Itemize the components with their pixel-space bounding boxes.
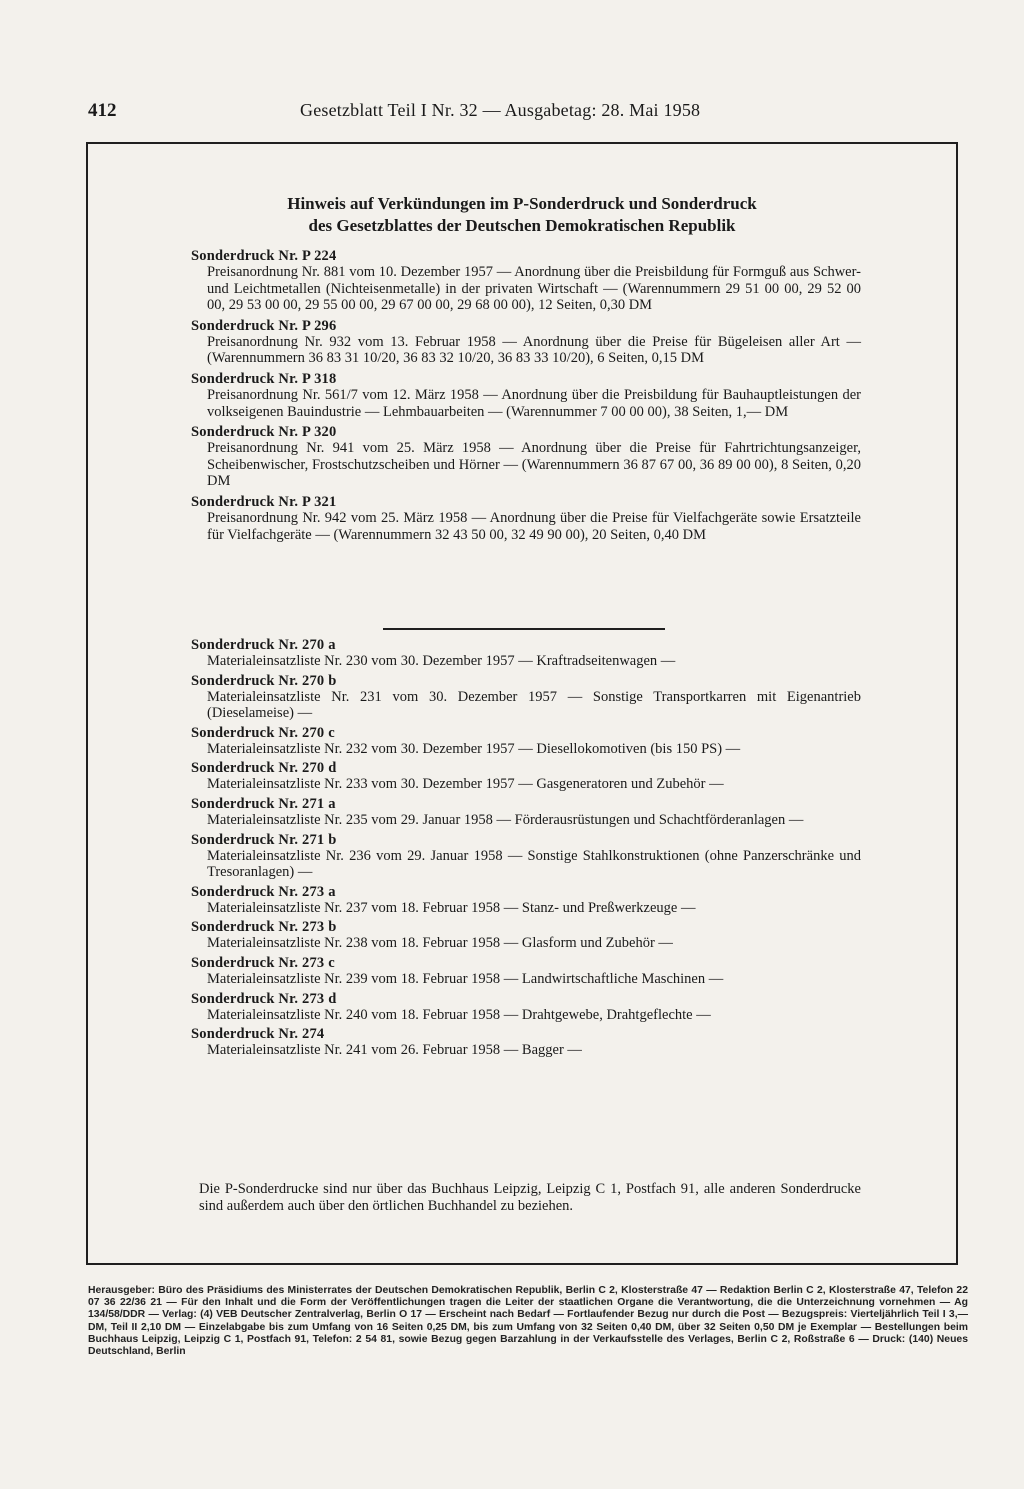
entry-text: Materialeinsatzliste Nr. 233 vom 30. Dezember 1957 — Gasgeneratoren und Zubehör — (207, 776, 724, 793)
announcement-box (86, 142, 958, 1265)
entry-heading: Sonderdruck Nr. 274 (191, 1026, 325, 1043)
box-title-line-2: des Gesetzblattes der Deutschen Demokratischen Republik (308, 216, 736, 235)
entry-heading: Sonderdruck Nr. 271 b (191, 831, 337, 848)
box-title (88, 193, 956, 237)
entry-text: Materialeinsatzliste Nr. 232 vom 30. Dezember 1957 — Diesellokomotiven (bis 150 PS) — (207, 740, 741, 757)
entry-heading: Sonderdruck Nr. P 318 (191, 370, 337, 387)
list-item (191, 832, 861, 881)
entry-heading: Sonderdruck Nr. 270 b (191, 672, 337, 689)
entry-text: Materialeinsatzliste Nr. 235 vom 29. Januar 1958 — Förderausrüstungen und Schachtförderanlagen — (207, 811, 804, 828)
list-item (191, 725, 861, 758)
entry-text: Materialeinsatzliste Nr. 241 vom 26. Februar 1958 — Bagger — (207, 1042, 582, 1059)
running-title: Gesetzblatt Teil I Nr. 32 — Ausgabetag: 28. Mai 1958 (300, 100, 701, 120)
list-item (191, 248, 861, 314)
entry-heading: Sonderdruck Nr. 273 b (191, 919, 337, 936)
entry-text: Materialeinsatzliste Nr. 230 vom 30. Dezember 1957 — Kraftradseitenwagen — (207, 653, 676, 669)
imprint-footer: Herausgeber: Büro des Präsidiums des Ministerrates der Deutschen Demokratischen Republik, Berlin C 2, Klosterstraße 47 — Redaktion Berlin C 2, Klosterstraße 47, Telefon 22 07 36 22/36 21 — Für den Inhalt und die Form der Veröffentlichungen tragen die Leiter der staatlichen Organe die Verantwortung, die die Unterzeichnung vornehmen — Ag 134/58/DDR — Verlag: (4) VEB Deutscher Zentralverlag, Berlin O 17 — Erscheint nach Bedarf — Fortlaufender Bezug nur durch die Post — Bezugspreis: Vierteljährlich Teil I 3,— DM, Teil II 2,10 DM — Einzelabgabe bis zum Umfang von 16 Seiten 0,25 DM, bis zum Umfang von 32 Seiten 0,40 DM, über 32 Seiten 0,50 DM je Exemplar — Bestellungen beim Buchhaus Leipzig, Leipzig C 1, Postfach 91, Telefon: 2 54 81, sowie Bezug gegen Barzahlung in der Verkaufsstelle des Verlages, Berlin C 2, Roßstraße 6 — Druck: (140) Neues Deutschland, Berlin (88, 1285, 968, 1358)
list-item (191, 371, 861, 420)
entry-heading: Sonderdruck Nr. P 321 (191, 493, 337, 510)
list-item (191, 796, 861, 829)
entry-text: Materialeinsatzliste Nr. 231 vom 30. Dezember 1957 — Sonstige Transportkarren mit Eigenantrieb (Dieselameise) — (207, 688, 861, 722)
sonderdruck-list (191, 637, 861, 1062)
entry-heading: Sonderdruck Nr. P 224 (191, 248, 337, 264)
entry-heading: Sonderdruck Nr. 270 a (191, 637, 336, 653)
entry-text: Preisanordnung Nr. 932 vom 13. Februar 1958 — Anordnung über die Preise für Bügeleisen aller Art — (Warennummern 36 83 31 10/20, 36 83 32 10/20, 36 83 33 10/20), 6 Seiten, 0,15 DM (207, 333, 861, 367)
entry-heading: Sonderdruck Nr. P 296 (191, 317, 337, 334)
entry-heading: Sonderdruck Nr. 273 d (191, 990, 337, 1007)
list-item (191, 494, 861, 543)
list-item (191, 424, 861, 490)
list-item (191, 318, 861, 367)
entry-heading: Sonderdruck Nr. 273 c (191, 954, 335, 971)
list-item (191, 1026, 861, 1059)
entry-text: Materialeinsatzliste Nr. 239 vom 18. Februar 1958 — Landwirtschaftliche Maschinen — (207, 970, 724, 987)
list-item (191, 637, 861, 670)
entry-heading: Sonderdruck Nr. 273 a (191, 883, 336, 900)
entry-heading: Sonderdruck Nr. 270 d (191, 760, 337, 777)
page-number: 412 (88, 100, 117, 121)
list-item (191, 760, 861, 793)
entry-text: Materialeinsatzliste Nr. 240 vom 18. Februar 1958 — Drahtgewebe, Drahtgeflechte — (207, 1006, 711, 1023)
entry-text: Preisanordnung Nr. 941 vom 25. März 1958 — Anordnung über die Preise für Fahrtrichtungsanzeiger, Scheibenwischer, Frostschutzscheiben und Hörner — (Warennummern 36 87 67 00, 36 89 00 00), 8 Seiten, 0,20 DM (207, 440, 861, 490)
list-item (191, 919, 861, 952)
entry-text: Materialeinsatzliste Nr. 237 vom 18. Februar 1958 — Stanz- und Preßwerkzeuge — (207, 899, 696, 916)
list-item (191, 673, 861, 722)
list-item (191, 991, 861, 1024)
page-header (88, 100, 964, 124)
p-sonderdruck-list (191, 248, 861, 547)
entry-heading: Sonderdruck Nr. 270 c (191, 724, 335, 741)
entry-text: Preisanordnung Nr. 942 vom 25. März 1958 — Anordnung über die Preise für Vielfachgeräte sowie Ersatzteile für Vielfachgeräte — (Warennummern 32 43 50 00, 32 49 90 00), 20 Seiten, 0,40 DM (207, 509, 861, 543)
list-item (191, 955, 861, 988)
entry-text: Materialeinsatzliste Nr. 236 vom 29. Januar 1958 — Sonstige Stahlkonstruktionen (ohne Panzerschränke und Tresoranlagen) — (207, 847, 861, 881)
entry-text: Preisanordnung Nr. 561/7 vom 12. März 1958 — Anordnung über die Preisbildung für Bauhauptleistungen der volkseigenen Bauindustrie — Lehmbauarbeiten — (Warennummer 7 00 00 00), 38 Seiten, 1,— DM (207, 386, 861, 420)
entry-text: Materialeinsatzliste Nr. 238 vom 18. Februar 1958 — Glasform und Zubehör — (207, 935, 673, 952)
section-divider (383, 628, 665, 630)
box-title-line-1: Hinweis auf Verkündungen im P-Sonderdruck und Sonderdruck (287, 194, 757, 213)
distribution-notice: Die P-Sonderdrucke sind nur über das Buchhaus Leipzig, Leipzig C 1, Postfach 91, alle anderen Sonderdrucke sind außerdem auch über den örtlichen Buchhandel zu beziehen. (199, 1181, 861, 1214)
entry-text: Preisanordnung Nr. 881 vom 10. Dezember 1957 — Anordnung über die Preisbildung für Formguß aus Schwer- und Leichtmetallen (Nichteisenmetalle) in der privaten Wirtschaft — (Warennummern 29 51 00 00, 29 52 00 00, 29 53 00 00, 29 55 00 00, 29 67 00 00, 29 68 00 00), 12 Seiten, 0,30 DM (207, 264, 861, 314)
list-item (191, 884, 861, 917)
entry-heading: Sonderdruck Nr. P 320 (191, 424, 337, 441)
entry-heading: Sonderdruck Nr. 271 a (191, 795, 336, 812)
